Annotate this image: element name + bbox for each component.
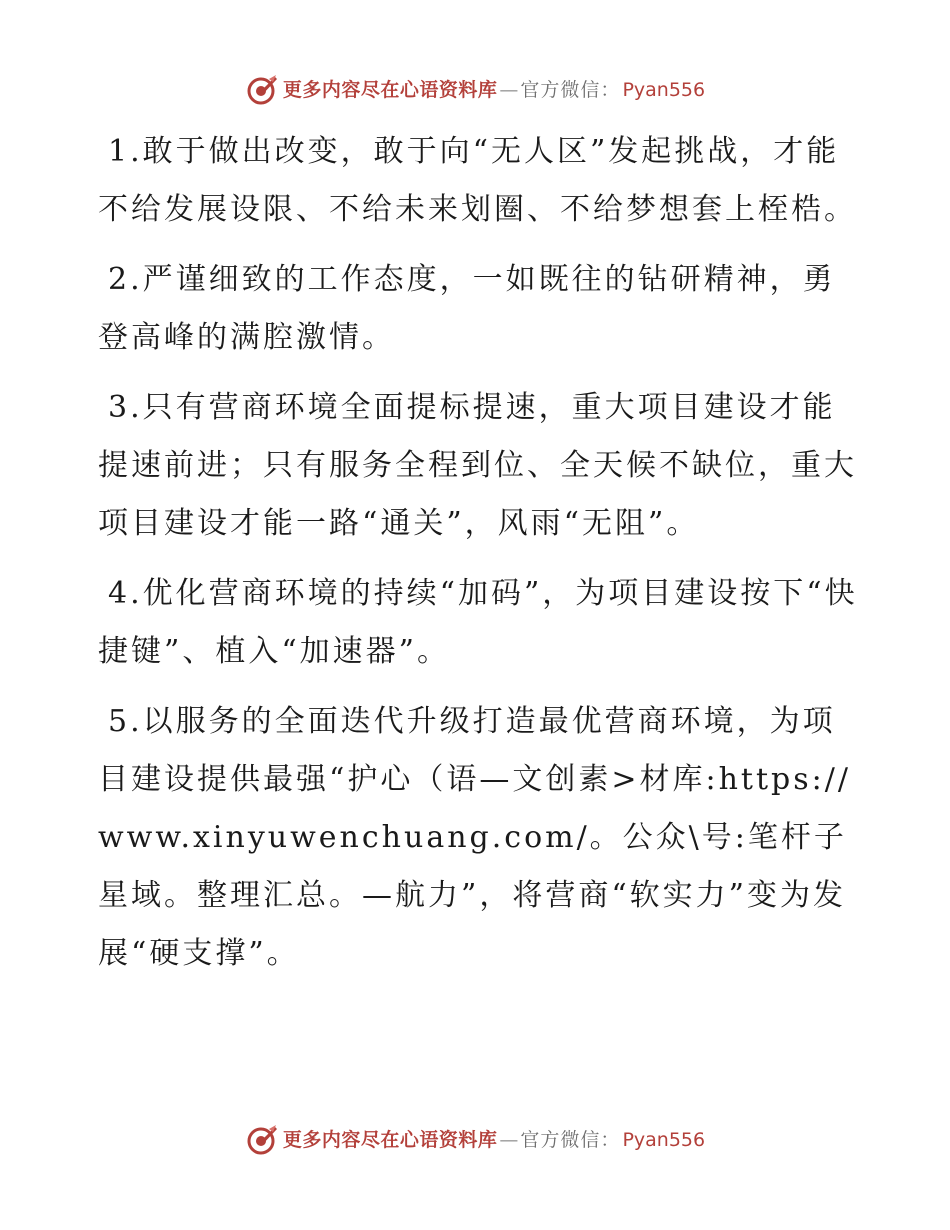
header-banner	[0, 70, 950, 110]
paragraph-number: 1.	[108, 134, 143, 169]
paragraph-1	[98, 123, 868, 239]
banner-site-name: 更多内容尽在心语资料库	[282, 78, 498, 101]
paragraph-text: 只有营商环境全面提标提速，重大项目建设才能提速前进；只有服务全程到位、全天候不缺位，重大项目建设才能一路“通关”，风雨“无阻”。	[98, 390, 857, 541]
banner-site-name: 更多内容尽在心语资料库	[282, 1128, 498, 1151]
paragraph-5	[98, 693, 868, 983]
quill-pen-logo-icon	[245, 1123, 279, 1157]
paragraph-number: 3.	[108, 390, 143, 425]
banner-wechat-label: 官方微信：	[520, 1128, 621, 1151]
paragraph-3	[98, 379, 868, 553]
banner-wechat-label: 官方微信：	[520, 78, 621, 101]
paragraph-text: 敢于做出改变，敢于向“无人区”发起挑战，才能不给发展设限、不给未来划圈、不给梦想套上桎梏。	[98, 134, 857, 227]
paragraph-text: 优化营商环境的持续“加码”，为项目建设按下“快捷键”、植入“加速器”。	[98, 576, 858, 669]
banner-wechat-id: Pyan556	[622, 1128, 706, 1151]
banner-wechat-id: Pyan556	[622, 78, 706, 101]
paragraph-number: 5.	[108, 704, 143, 739]
paragraph-number: 2.	[108, 262, 143, 297]
paragraph-2	[98, 251, 868, 367]
footer-banner	[0, 1120, 950, 1160]
paragraph-text: 严谨细致的工作态度，一如既往的钻研精神，勇登高峰的满腔激情。	[98, 262, 836, 355]
banner-separator: —	[499, 1128, 519, 1151]
paragraph-text: 以服务的全面迭代升级打造最优营商环境，为项目建设提供最强“护心（语—文创素>材库:https://www.xinyuwenchuang.com/。公众\号:笔杆子星域。整理汇总。—航力”，将营商“软实力”变为发展“硬支撑”。	[98, 704, 851, 971]
paragraph-number: 4.	[108, 576, 143, 611]
paragraph-4	[98, 565, 868, 681]
document-body	[98, 123, 868, 995]
banner-separator: —	[499, 78, 519, 101]
quill-pen-logo-icon	[245, 73, 279, 107]
